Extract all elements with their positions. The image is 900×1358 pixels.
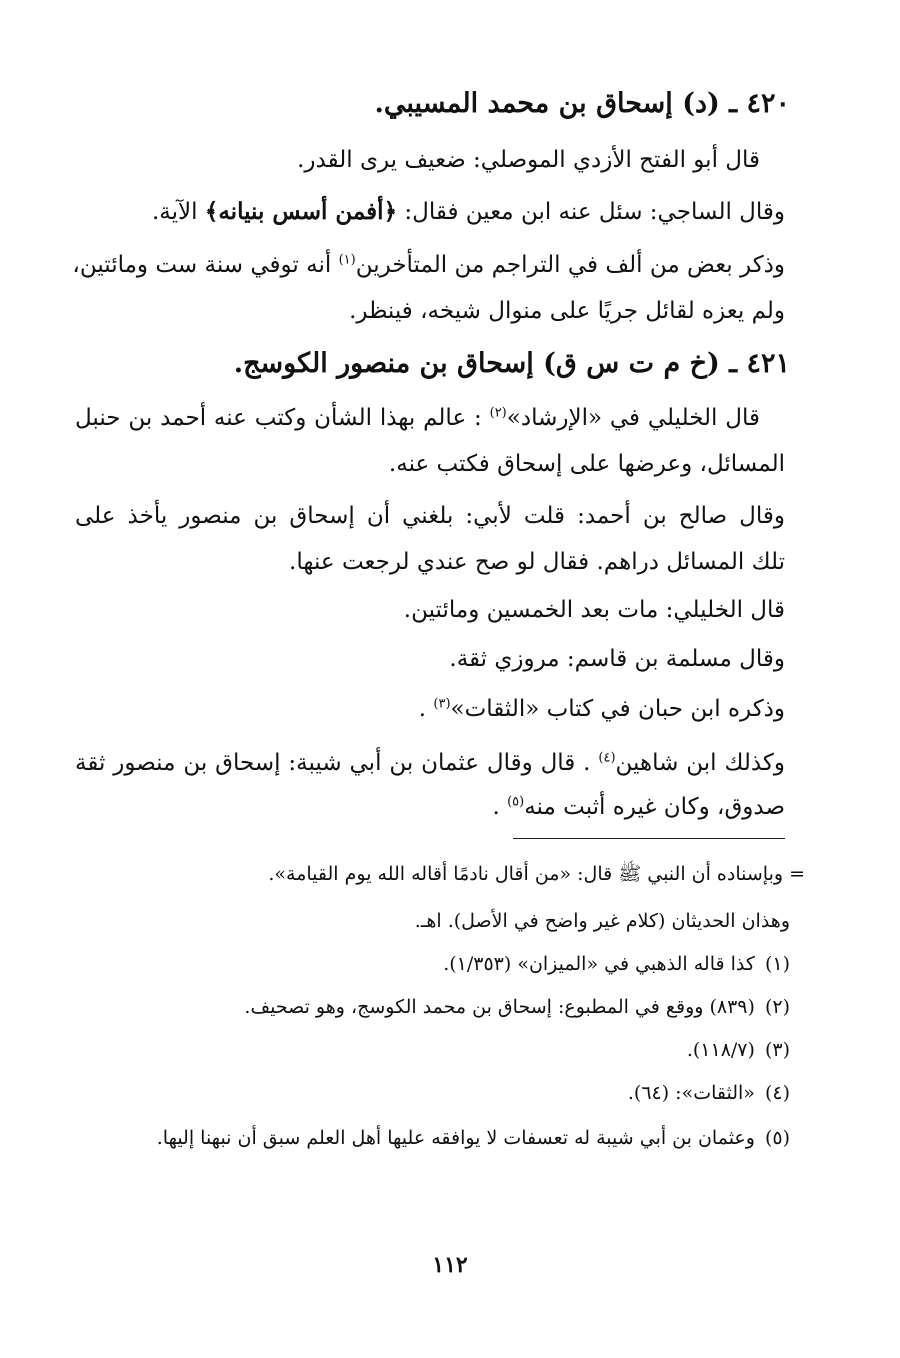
page-number: ١١٢: [432, 1252, 468, 1278]
continuation-text-1: وبإسناده أن النبي ﷺ قال: «من أقال نادمًا أقاله الله يوم القيامة».: [268, 863, 784, 885]
hibban-text-end: .: [418, 696, 427, 722]
entry-421-shahin-line-2: [492, 794, 785, 820]
entry-420-death-line: [72, 252, 785, 278]
verse-suffix: الآية.: [152, 199, 198, 225]
footnote-text: (٨٣٩) ووقع في المطبوع: إسحاق بن محمد الكوسج، وهو تصحيف.: [244, 996, 755, 1018]
uthman-text: صدوق، وكان غيره أثبت منه: [524, 794, 785, 820]
footnote-number: (٢): [764, 996, 790, 1018]
entry-421-hibban-line: [419, 696, 785, 722]
footnote-ref-4: (٤): [598, 750, 616, 766]
entry-421-heading: ٤٢١ ـ (خ م ت س ق) إسحاق بن منصور الكوسج.: [233, 348, 790, 379]
footnote-text: (١١٨/٧).: [686, 1039, 755, 1061]
entry-421-maslama-line: وقال مسلمة بن قاسم: مروزي ثقة.: [449, 646, 785, 672]
entry-421-khalili-line: [75, 405, 760, 431]
entry-420-note-line: ولم يعزه لقائل جريًا على منوال شيخه، فينظر.: [349, 298, 785, 324]
khalili-text: قال الخليلي في «الإرشاد»: [506, 405, 761, 431]
footnote-4: [628, 1082, 790, 1104]
continuation-mark: =: [789, 863, 805, 885]
footnote-text: وعثمان بن أبي شيبة له تعسفات لا يوافقه عليها أهل العلم سبق أن نبهنا إليها.: [156, 1127, 755, 1149]
entry-420-azdi-line: قال أبو الفتح الأزدي الموصلي: ضعيف يرى القدر.: [297, 147, 760, 173]
footnote-2: [244, 996, 790, 1018]
khalili-text-end: : عالم بهذا الشأن وكتب عنه أحمد بن حنبل: [75, 405, 482, 431]
footnote-5: [157, 1127, 790, 1149]
uthman-text-end: .: [492, 794, 500, 820]
entry-421-salih-line: وقال صالح بن أحمد: قلت لأبي: بلغني أن إسحاق بن منصور يأخذ على: [75, 503, 785, 529]
footnote-ref-5: (٥): [507, 794, 525, 810]
footnote-continuation-line-2: وهذان الحديثان (كلام غير واضح في الأصل). اهـ.: [414, 910, 790, 932]
entry-420-heading: ٤٢٠ ـ (د) إسحاق بن محمد المسيبي.: [374, 88, 790, 119]
saji-text: وقال الساجي: سئل عنه ابن معين فقال:: [404, 199, 785, 225]
footnote-ref-1: (١): [338, 252, 356, 268]
entry-421-khalili-line-2: المسائل، وعرضها على إسحاق فكتب عنه.: [388, 451, 785, 477]
footnote-number: (١): [764, 953, 790, 975]
entry-421-death-line: قال الخليلي: مات بعد الخمسين ومائتين.: [403, 597, 785, 623]
death-line-text-end: أنه توفي سنة ست ومائتين،: [72, 252, 332, 278]
footnote-text: كذا قاله الذهبي في «الميزان» (١/٣٥٣).: [443, 953, 755, 975]
footnote-continuation-line-1: [268, 862, 805, 890]
entry-421-shahin-line: [75, 750, 785, 776]
entry-420-saji-line: [152, 198, 785, 225]
footnote-ref-2: (٢): [489, 405, 507, 421]
footnote-number: (٣): [764, 1039, 790, 1061]
footnote-3: [687, 1039, 790, 1061]
footnote-separator: [513, 838, 785, 839]
quran-verse: ﴿أفمن أسس بنيانه﴾: [204, 198, 398, 225]
hibban-text: وذكره ابن حبان في كتاب «الثقات»: [450, 696, 785, 722]
footnote-number: (٥): [764, 1127, 790, 1149]
footnote-ref-3: (٣): [433, 696, 451, 712]
shahin-text: وكذلك ابن شاهين: [615, 750, 785, 776]
shahin-text-end: . قال وقال عثمان بن أبي شيبة: إسحاق بن منصور ثقة: [75, 750, 591, 776]
death-line-text: وذكر بعض من ألف في التراجم من المتأخرين: [355, 252, 785, 278]
footnote-number: (٤): [764, 1082, 790, 1104]
entry-421-salih-line-2: تلك المسائل دراهم. فقال لو صح عندي لرجعت عنها.: [289, 549, 785, 575]
footnote-1: [443, 953, 790, 975]
footnote-text: «الثقات»: (٦٤).: [627, 1082, 755, 1104]
